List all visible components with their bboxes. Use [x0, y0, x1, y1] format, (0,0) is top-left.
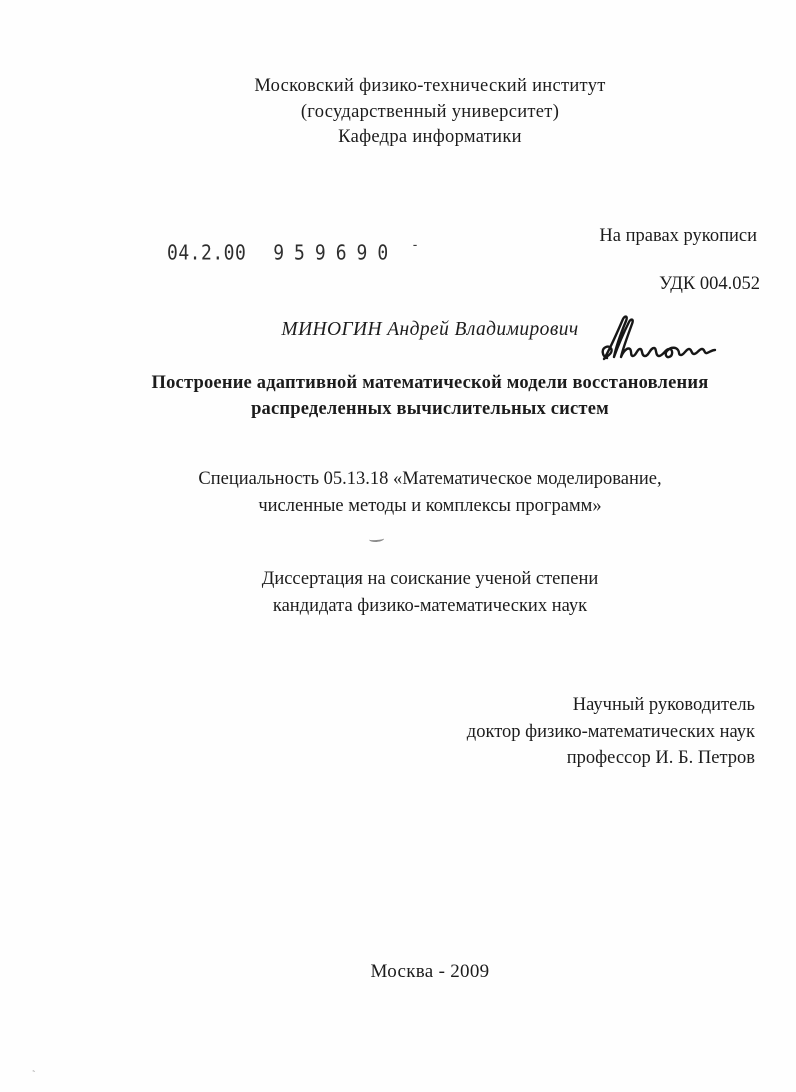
stamp-number-part1: 04.2.00	[167, 241, 247, 265]
department-name: Кафедра информатики	[338, 127, 522, 147]
thesis-line1: Диссертация на соискание ученой степени	[261, 569, 599, 589]
specialty-line1: Специальность 05.13.18 «Математическое моделирование,	[198, 469, 662, 489]
manuscript-rights-note: На правах рукописи	[599, 226, 757, 246]
library-inventory-stamp	[167, 237, 419, 265]
thesis-line2: кандидата физико-математических наук	[272, 596, 588, 616]
supervisor-block	[467, 692, 755, 772]
dissertation-title-line1: Построение адаптивной математической модели восстановления	[151, 373, 709, 393]
institution-header	[100, 74, 760, 151]
thesis-statement	[100, 566, 760, 620]
udc-number: УДК 004.052	[659, 274, 760, 294]
author-signature	[598, 310, 740, 366]
supervisor-name: профессор И. Б. Петров	[566, 748, 755, 768]
dissertation-title	[100, 370, 760, 422]
university-status: (государственный университет)	[300, 101, 560, 122]
stamp-number-part2: 959690	[273, 241, 399, 265]
stamp-dash-mark: -	[411, 237, 419, 254]
supervisor-degree: доктор физико-математических наук	[466, 721, 755, 742]
corner-speck-mark: ˏ	[27, 1060, 37, 1074]
specialty-block	[100, 466, 760, 519]
dissertation-title-line2: распределенных вычислительных систем	[251, 399, 609, 419]
stray-dash-mark	[369, 535, 384, 542]
specialty-line2: численные методы и комплексы программ»	[258, 495, 602, 516]
institute-name: Московский физико-технический институт	[254, 76, 606, 96]
supervisor-heading: Научный руководитель	[572, 695, 755, 715]
place-and-year: Москва - 2009	[370, 961, 490, 982]
author-name: МИНОГИН Андрей Владимирович	[281, 319, 579, 340]
